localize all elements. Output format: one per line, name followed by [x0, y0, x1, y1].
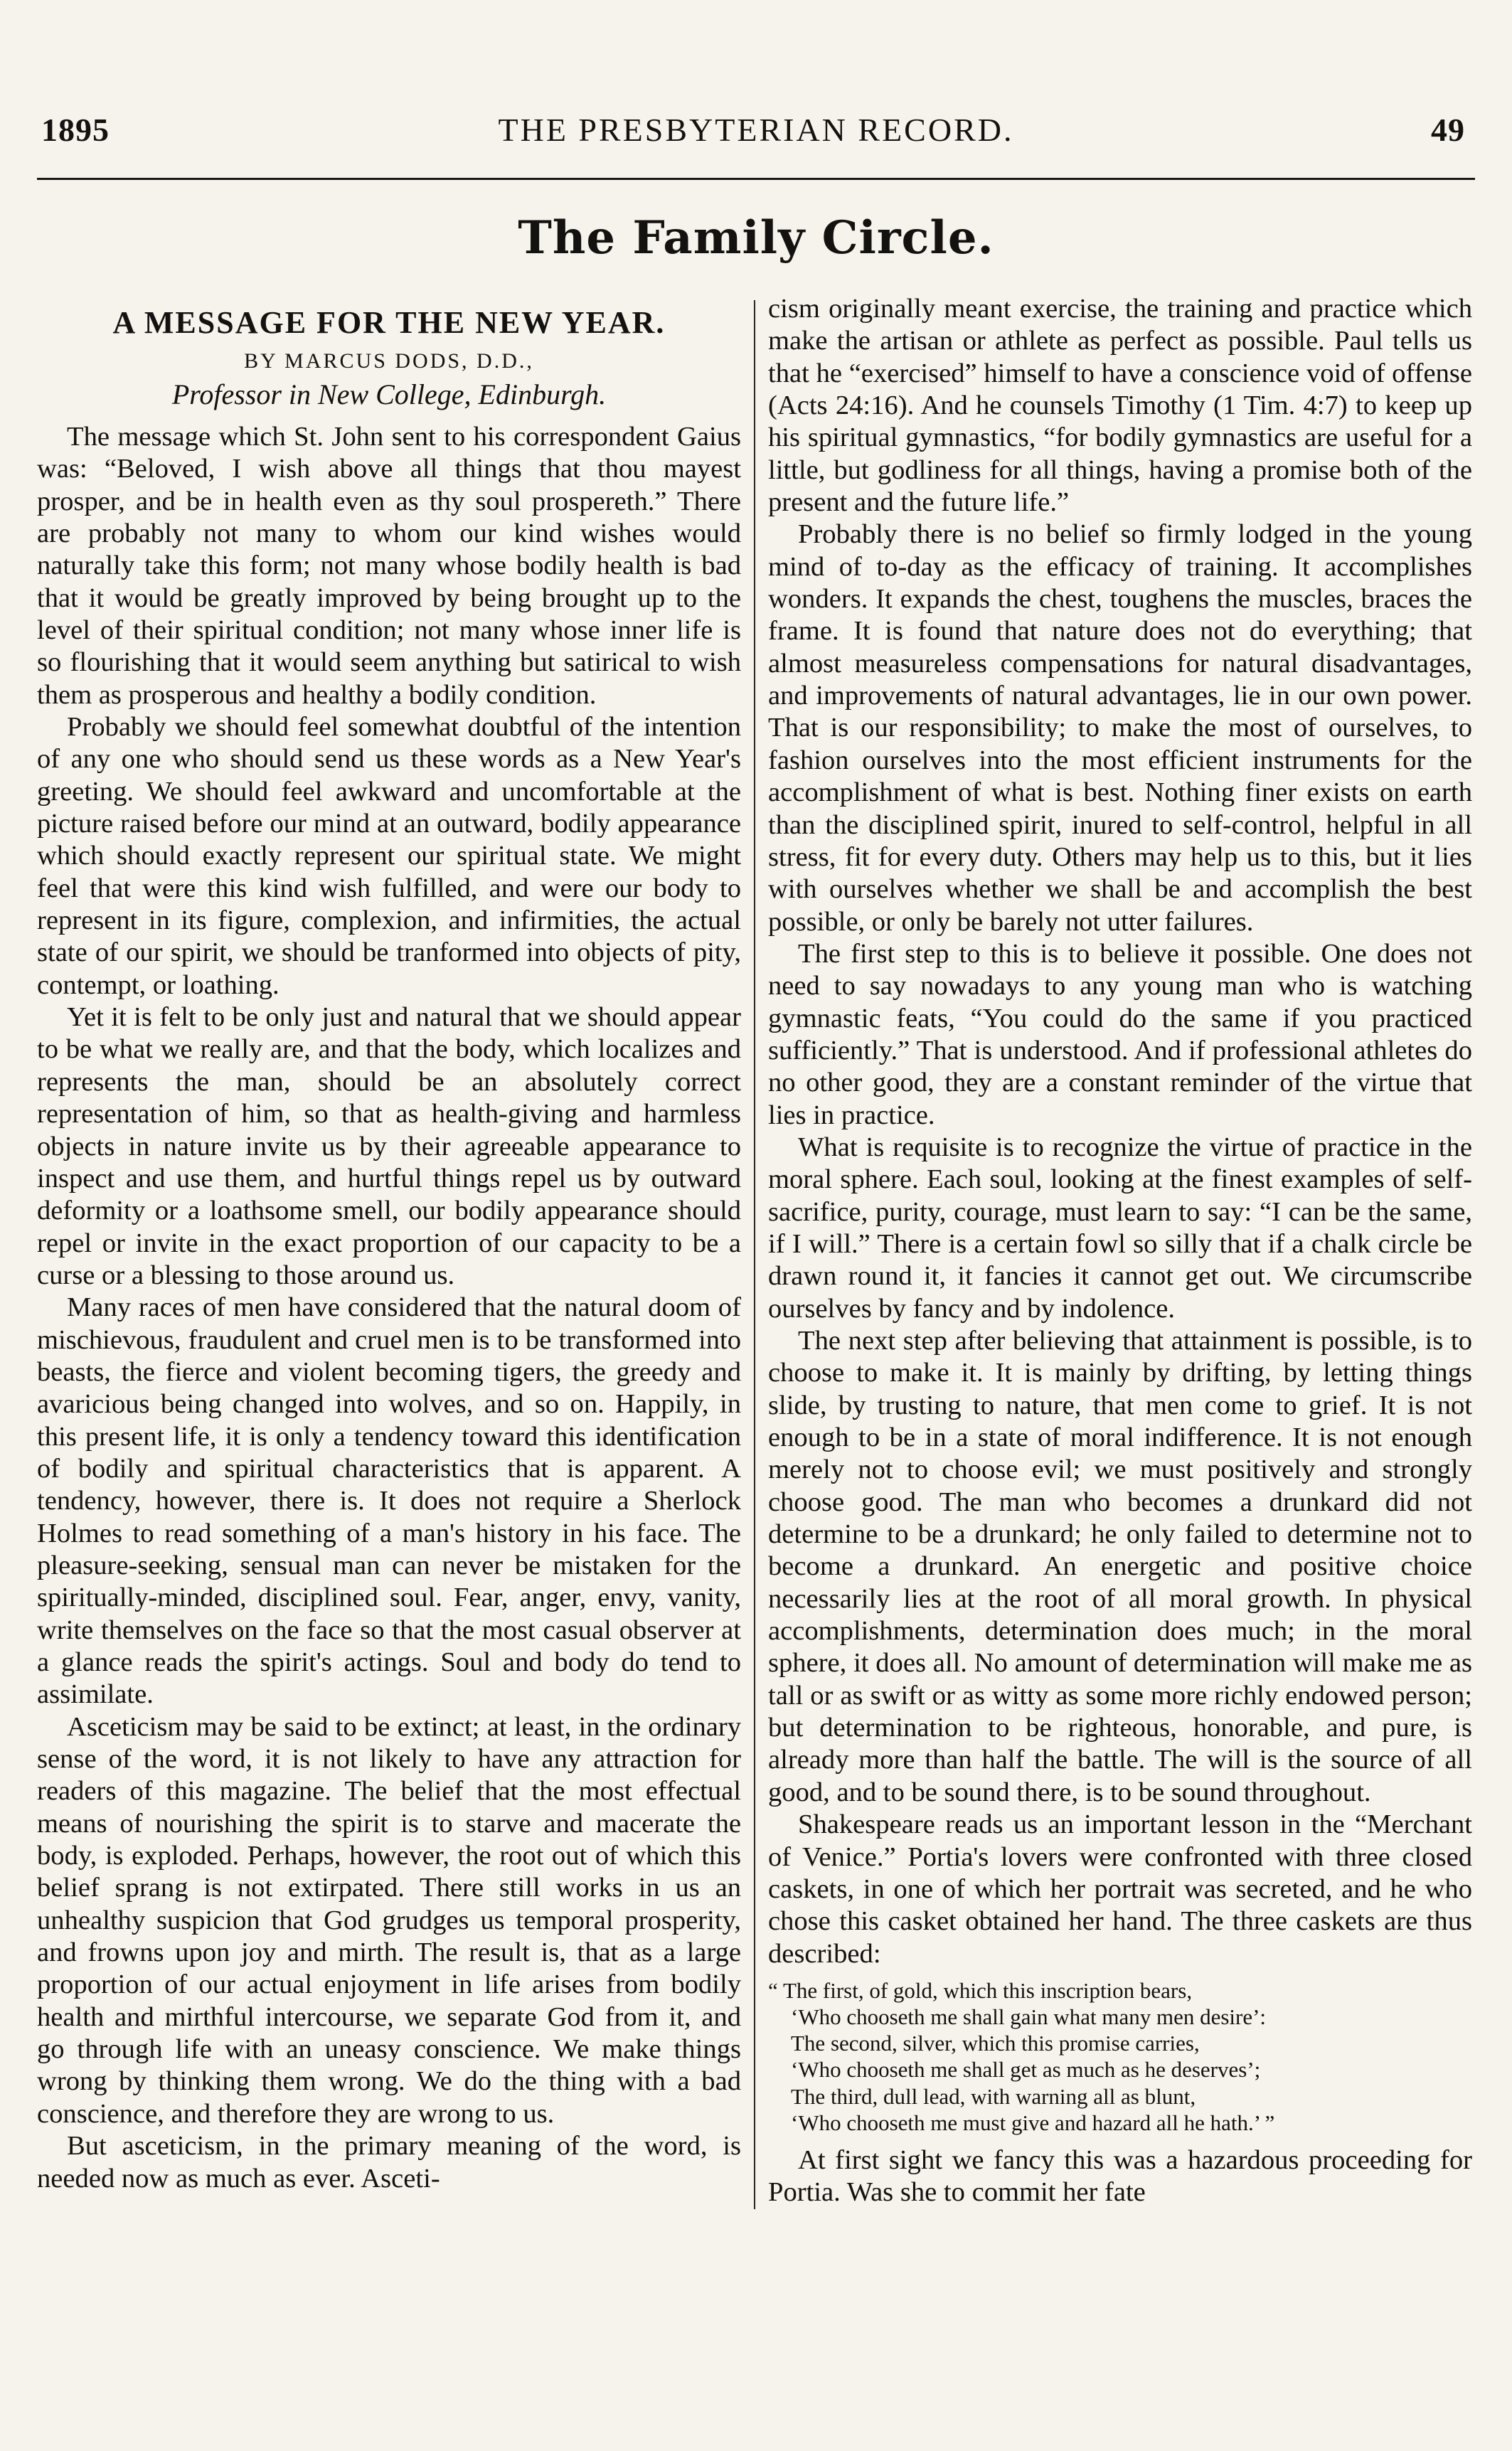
paragraph: What is requisite is to recognize the virtue of practice in the moral sphere. Each soul, looking at the finest examples of self-sacrifice, purity, courage, must learn to say: “I can be the same, if I will.” There is a certain fowl so silly that if a chalk circle be drawn round it, it fancies it cannot get out. We circumscribe ourselves by fancy and by indolence. [768, 1132, 1472, 1324]
author-affiliation: Professor in New College, Edinburgh. [171, 378, 607, 410]
right-column [755, 293, 1472, 2209]
section-title: The Family Circle. [518, 211, 994, 265]
quote-line: “ The first, of gold, which this inscription bears, [768, 1977, 1193, 2003]
article-columns [37, 293, 1475, 2209]
article-title: A MESSAGE FOR THE NEW YEAR. [112, 305, 666, 340]
paragraph: Many races of men have considered that the natural doom of mischievous, fraudulent and cruel men is to be transformed into beasts, the fierce and violent becoming tigers, the greedy and avaricious being changed into wolves, and so on. Happily, in this present life, it is only a tendency toward this identification of bodily and spiritual characteristics that is apparent. A tendency, however, there is. It does not require a Sherlock Holmes to read something of a man's history in his face. The pleasure-seeking, sensual man can never be mistaken for the spiritually-minded, disciplined soul. Fear, anger, envy, vanity, write themselves on the face so that the most casual observer at a glance reads the spirit's actings. Soul and body do tend to assimilate. [37, 1292, 741, 1710]
paragraph: Probably there is no belief so firmly lodged in the young mind of to-day as the efficacy of training. It accomplishes wonders. It expands the chest, toughens the muscles, braces the frame. It is found that nature does not do everything; that almost measureless compensations for natural disadvantages, and improvements of natural advantages, lie in our own power. That is our responsibility; to make the most of ourselves, to fashion ourselves into the most efficient instruments for the accomplishment of what is best. Nothing finer exists on earth than the disciplined spirit, inured to self-control, helpful in all stress, fit for every duty. Others may help us to this, but it lies with ourselves whether we shall be and accomplish the best possible, or only be barely not utter failures. [768, 519, 1472, 937]
journal-title: THE PRESBYTERIAN RECORD. [498, 112, 1014, 148]
casket-quotation [768, 1977, 1472, 2136]
page-number: 49 [1431, 112, 1465, 148]
left-column [37, 293, 754, 2209]
paragraph: Shakespeare reads us an important lesson in the “Merchant of Venice.” Portia's lovers were confronted with three closed caskets, in one of which her portrait was secreted, and he who chose this casket obtained her hand. The three caskets are thus described: [768, 1809, 1472, 1969]
paragraph: cism originally meant exercise, the training and practice which make the artisan or athlete as perfect as possible. Paul tells us that he “exercised” himself to have a conscience void of offense (Acts 24:16). And he counsels Timothy (1 Tim. 4:7) to keep up his spiritual gymnastics, “for bodily gymnastics are useful for a little, but godliness for all things, having a promise both of the present and the future life.” [768, 294, 1472, 518]
paragraph: The first step to this is to believe it possible. One does not need to say nowadays to any young man who is watching gymnastic feats, “You could do the same if you practiced sufficiently.” That is understood. And if professional athletes do no other good, they are a constant reminder of the virtue that lies in practice. [768, 938, 1472, 1130]
paragraph: The message which St. John sent to his correspondent Gaius was: “Beloved, I wish above all things that thou mayest prosper, and be in health even as thy soul prospereth.” There are probably not many to whom our kind wishes would naturally take this form; not many whose bodily health is bad that it would be greatly improved by being brought up to the level of their spiritual condition; not many whose inner life is so flourishing that it would seem anything but satirical to wish them as prosperous and healthy a bodily condition. [37, 421, 741, 710]
quote-line: The second, silver, which this promise carries, [791, 2031, 1200, 2056]
paragraph: At first sight we fancy this was a hazardous proceeding for Portia. Was she to commit her fate [768, 2145, 1472, 2208]
quote-line: ‘Who chooseth me shall gain what many men desire’: [791, 2004, 1267, 2030]
paragraph: Yet it is felt to be only just and natural that we should appear to be what we really are, and that the body, which localizes and represents the man, should be an absolutely correct representation of him, so that as health-giving and harmless objects in nature invite us by their agreeable appearance to inspect and use them, and hurtful things repel us by outward deformity or a loathsome smell, our bodily appearance should repel or invite in the exact proportion of our capacity to be a curse or a blessing to those around us. [37, 1002, 741, 1290]
paragraph: Asceticism may be said to be extinct; at least, in the ordinary sense of the word, it is not likely to have any attraction for readers of this magazine. The belief that the most effectual means of nourishing the spirit is to starve and macerate the body, is exploded. Perhaps, however, the root out of which this belief sprang is not extirpated. There still works in us an unhealthy suspicion that God grudges us temporal prosperity, and frowns upon joy and mirth. The result is, that as a large proportion of our actual enjoyment in life arises from bodily health and mirthful intercourse, we separate God from it, and go through life with an uneasy conscience. We make things wrong by thinking them wrong. We do the thing with a bad conscience, and therefore they are wrong to us. [37, 1711, 741, 2129]
paragraph: But asceticism, in the primary meaning of the word, is needed now as much as ever. Asceti- [37, 2131, 741, 2194]
article-byline: BY MARCUS DODS, D.D., [244, 349, 534, 373]
quote-line: The third, dull lead, with warning all as blunt, [791, 2083, 1196, 2109]
quote-line: ‘Who chooseth me shall get as much as he deserves’; [791, 2057, 1261, 2083]
header-rule [37, 178, 1475, 180]
paragraph: Probably we should feel somewhat doubtful of the intention of any one who should send us these words as a New Year's greeting. We should feel awkward and uncomfortable at the picture raised before our mind at an outward, bodily appearance which should exactly represent our spiritual state. We might feel that were this kind wish fulfilled, and were our body to represent in its figure, complexion, and infirmities, the actual state of our spirit, we should be tranformed into objects of pity, contempt, or loathing. [37, 712, 741, 1000]
page [37, 107, 1475, 2433]
quote-line: ‘Who chooseth me must give and hazard all he hath.’ ” [791, 2110, 1275, 2135]
running-head [37, 107, 1475, 164]
paragraph: The next step after believing that attainment is possible, is to choose to make it. It is mainly by drifting, by letting things slide, by trusting to nature, that men come to grief. It is not enough to be in a state of moral indifference. It is not enough merely not to choose evil; we must positively and strongly choose good. The man who becomes a drunkard did not determine to be a drunkard; he only failed to determine not to become a drunkard. An energetic and positive choice necessarily lies at the root of all moral growth. In physical accomplishments, determination does much; in the moral sphere, it does all. No amount of determination will make me as tall or as swift or as witty as some more richly endowed person; but determination to be righteous, honorable, and pure, is already more than half the battle. The will is the source of all good, and to be sound there, is to be sound throughout. [768, 1326, 1472, 1807]
header-year: 1895 [41, 112, 110, 148]
